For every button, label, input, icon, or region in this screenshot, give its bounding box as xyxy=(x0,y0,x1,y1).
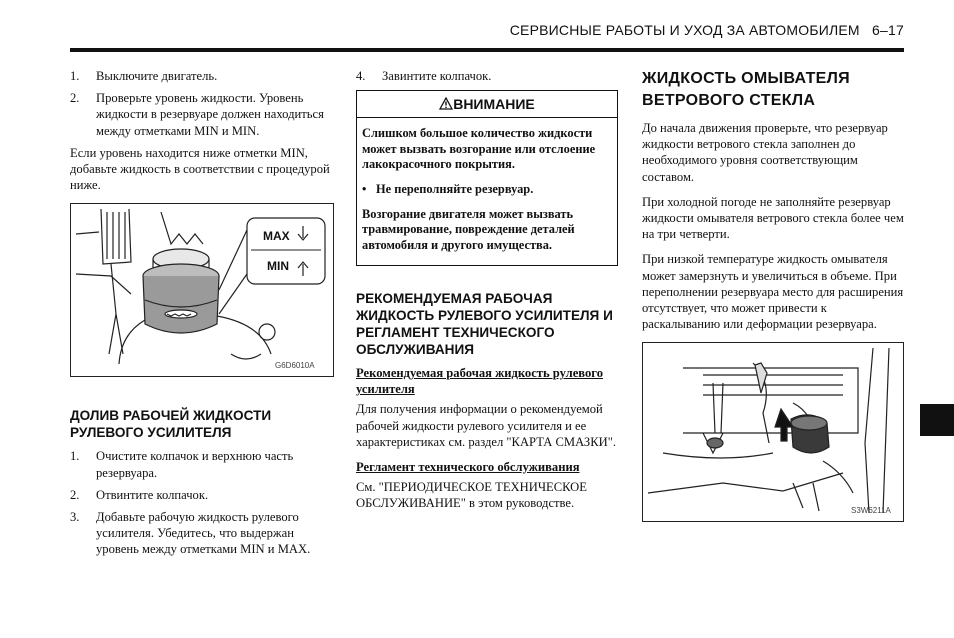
warning-title: ВНИМАНИЕ xyxy=(453,96,535,113)
list-item: 2. Проверьте уровень жидкости. Уровень жидкости в резервуаре должен находиться между отметками MIN и MIN. xyxy=(70,91,324,138)
header-title: СЕРВИСНЫЕ РАБОТЫ И УХОД ЗА АВТОМОБИЛЕМ xyxy=(509,22,860,38)
warning-text-2: Возгорание двигателя может вызвать травмирование, повреждение деталей автомобиля и другого имущества. xyxy=(362,206,575,252)
washer-text-3: При низкой температуре жидкость омывателя может замерзнуть и увеличиться в объеме. При переполнении резервуара место для расширения отсутствует, что может привести к раскалыванию или деформации резервуара. xyxy=(642,252,904,332)
list-item: 4. Завинтите колпачок. xyxy=(356,69,492,83)
figure-code: G6D6010A xyxy=(275,361,315,371)
column-3 xyxy=(642,68,904,522)
maintenance-subheading: Регламент технического обслуживания xyxy=(356,459,580,474)
warning-icon xyxy=(439,97,453,110)
page-number: 6–17 xyxy=(872,22,904,38)
column-2 xyxy=(356,68,618,520)
maintenance-text: См. "ПЕРИОДИЧЕСКОЕ ТЕХНИЧЕСКОЕ ОБСЛУЖИВАНИЕ" в этом руководстве. xyxy=(356,479,587,511)
list-item: 3. Добавьте рабочую жидкость рулевого усилителя. Убедитесь, что выдержан уровень между отметками MIN и MAX. xyxy=(70,510,311,557)
min-label: MIN xyxy=(267,259,289,274)
max-label: MAX xyxy=(263,229,290,244)
level-note: Если уровень находится ниже отметки MIN, добавьте жидкость в соответствии с процедурой ниже. xyxy=(70,145,330,193)
fill-section-title: ДОЛИВ РАБОЧЕЙ ЖИДКОСТИ РУЛЕВОГО УСИЛИТЕЛЯ xyxy=(70,408,272,441)
fill-steps xyxy=(70,448,330,557)
section-thumb-tab xyxy=(920,404,954,436)
header-rule xyxy=(70,48,904,52)
fluid-text: Для получения информации о рекомендуемой рабочей жидкости рулевого усилителя и ее характеристиках см. раздел "КАРТА СМАЗКИ". xyxy=(356,402,616,449)
close-step xyxy=(356,68,618,84)
fluid-subheading: Рекомендуемая рабочая жидкость рулевого усилителя xyxy=(356,366,603,397)
warning-box xyxy=(356,90,618,266)
washer-figure xyxy=(642,342,904,522)
fluid-section-title: РЕКОМЕНДУЕМАЯ РАБОЧАЯ ЖИДКОСТЬ РУЛЕВОГО УСИЛИТЕЛЯ И РЕГЛАМЕНТ ТЕХНИЧЕСКОГО ОБСЛУЖИВАНИЯ xyxy=(356,291,613,358)
warning-text-1: Слишком большое количество жидкости может вызвать возгорание или отслоение лакокрасочного покрытия. xyxy=(362,126,596,172)
warning-header xyxy=(357,91,617,118)
list-item: 1. Очистите колпачок и верхнюю часть резервуара. xyxy=(70,449,294,480)
page-header xyxy=(70,22,904,48)
washer-text-2: При холодной погоде не заполняйте резервуар жидкости омывателя ветрового стекла более чем на три четверти. xyxy=(642,194,904,242)
list-item: 1. Выключите двигатель. xyxy=(70,69,218,83)
bullet-icon: • xyxy=(362,181,367,196)
warning-bullet: • Не переполняйте резервуар. xyxy=(362,181,534,196)
washer-text-1: До начала движения проверьте, что резервуар жидкости ветрового стекла заполнен до необходимого уровня соответствующим составом. xyxy=(642,121,888,184)
figure-code: S3W6211A xyxy=(851,506,891,516)
reservoir-figure xyxy=(70,203,334,377)
column-1 xyxy=(70,68,330,564)
washer-section-title: ЖИДКОСТЬ ОМЫВАТЕЛЯ ВЕТРОВОГО СТЕКЛА xyxy=(642,70,850,109)
check-steps xyxy=(70,68,330,139)
list-item: 2. Отвинтите колпачок. xyxy=(70,487,209,502)
